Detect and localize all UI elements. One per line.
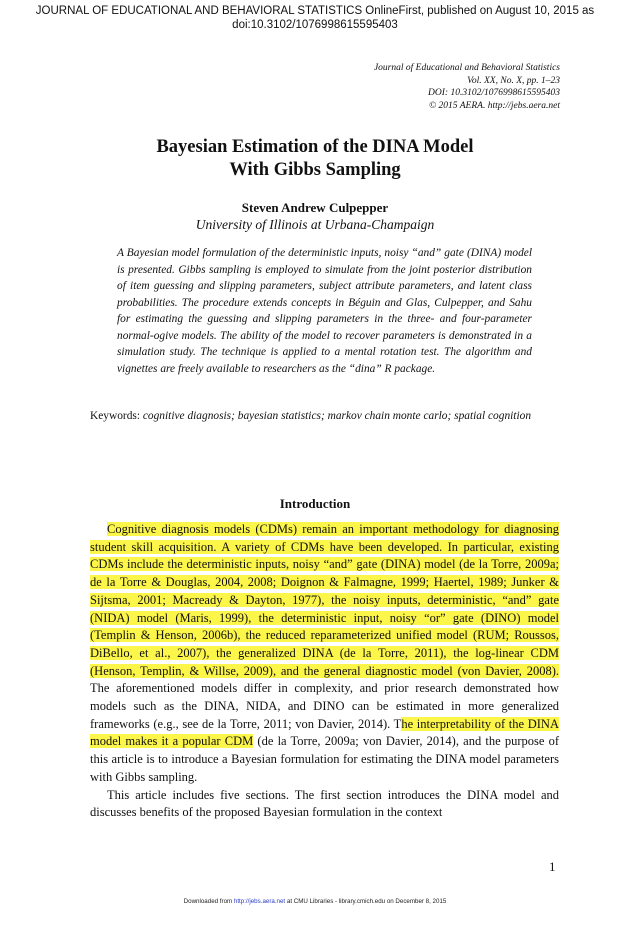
abstract: A Bayesian model formulation of the deterministic inputs, noisy “and” gate (DINA) model is presented. Gibbs sampling is employed to simulate from the joint posterior distribution of item guessing and slipping parameters, subject attribute parameters, and latent class probabilities. The procedure extends concepts in Béguin and Glas, Culpepper, and Sahu for estimating the guessing and slipping parameters in the three- and four-parameter normal-ogive models. The ability of the model to recover parameters is demonstrated in a simulation study. The technique is applied to a mental rotation test. The algorithm and vignettes are freely available to researchers as the “dina” R package. [117, 247, 532, 375]
author-name: Steven Andrew Culpepper [241, 200, 389, 215]
intro-paragraph-2: This article includes five sections. The first section introduces the DINA model and discusses benefits of the proposed Bayesian formulation in the context [90, 787, 559, 820]
banner-line-1: JOURNAL OF EDUCATIONAL AND BEHAVIORAL STATISTICS OnlineFirst, published on August 10, 2015 as [35, 5, 595, 17]
title-line-1: Bayesian Estimation of the DINA Model [156, 137, 474, 157]
author-affiliation: University of Illinois at Urbana-Champaign [195, 217, 435, 232]
journal-citation-block [374, 62, 560, 112]
journal-volume: Vol. XX, No. X, pp. 1–23 [467, 75, 560, 86]
journal-copyright: © 2015 AERA. http://jebs.aera.net [428, 100, 560, 111]
keywords-label: Keywords: [90, 410, 140, 422]
footer-prefix: Downloaded from [183, 898, 234, 905]
footer-journal-link[interactable]: http://jebs.aera.net [233, 898, 286, 905]
journal-name: Journal of Educational and Behavioral Statistics [373, 63, 560, 73]
highlighted-passage-2: he interpretability of the DINA model makes it a popular CDM [90, 716, 559, 749]
footer-suffix: at CMU Libraries - library.cmich.edu on December 8, 2015 [285, 898, 447, 905]
highlighted-passage-1: Cognitive diagnosis models (CDMs) remain an important methodology for diagnosing student skill acquisition. A variety of CDMs have been developed. In particular, existing CDMs include the deterministic inputs, noisy “and” gate (DINA) model (de la Torre, 2009a; de la Torre & Douglas, 2004, 2008; Doignon & Falmagne, 1999; Haertel, 1989; Junker & Sijtsma, 2001; Macready & Dayton, 1977), the noisy inputs, deterministic, “and” gate (NIDA) model (Maris, 1999), the deterministic input, noisy “or” gate (DINO) model (Templin & Henson, 2006b), the reduced reparameterized unified model (RUM; Roussos, DiBello, et al., 2007), the generalized DINA (de la Torre, 2011), the log-linear CDM (Henson, Templin, & Willse, 2009), and the general diagnostic model (von Davier, 2008). [90, 522, 559, 678]
introduction-body [90, 521, 559, 822]
title-line-2: With Gibbs Sampling [229, 160, 401, 180]
online-first-banner [0, 4, 630, 32]
journal-doi: DOI: 10.3102/1076998615595403 [428, 88, 560, 98]
intro-text-2: (de la Torre, 2009a; von Davier, 2014), and the purpose of this article is to introduce a Bayesian formulation for estimating the DINA model parameters with Gibbs sampling. [90, 734, 560, 784]
intro-text-1: The aforementioned models differ in complexity, and prior research demonstrated how models such as the DINA, NIDA, and DINO can be estimated in more generalized frameworks (e.g., see de la Torre, 2011; von Davier, 2014). T [90, 681, 559, 731]
intro-paragraph-1 [90, 521, 559, 787]
section-heading-introduction: Introduction [279, 496, 351, 511]
banner-doi: doi:10.3102/1076998615595403 [232, 19, 398, 31]
keywords-list: cognitive diagnosis; bayesian statistics; markov chain monte carlo; spatial cognition [142, 410, 532, 422]
keywords [90, 408, 559, 425]
download-footer [0, 898, 630, 905]
paper-title [0, 136, 630, 182]
page-number: 1 [549, 859, 556, 874]
